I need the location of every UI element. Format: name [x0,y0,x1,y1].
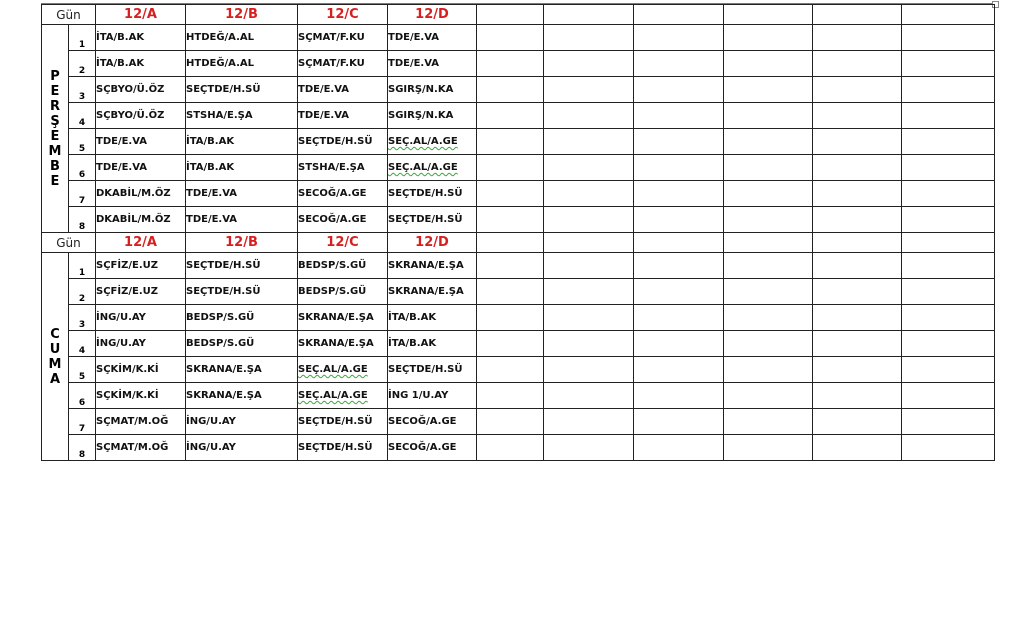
empty-cell [477,331,544,357]
lesson-text: TDE/E.VA [388,58,440,69]
lesson-text: TDE/E.VA [186,214,238,225]
empty-cell [634,435,724,461]
lesson-cell [186,279,298,305]
lesson-text: SEÇTDE/H.SÜ [186,286,261,297]
lesson-cell [388,25,477,51]
lesson-cell [96,129,186,155]
lesson-text: SKRANA/E.ŞA [298,338,374,349]
empty-cell [544,5,634,25]
lesson-text: SEÇTDE/H.SÜ [298,416,373,427]
empty-cell [544,77,634,103]
period-number: 7 [69,409,96,435]
lesson-text: İTA/B.AK [186,162,235,173]
lesson-cell [96,51,186,77]
lesson-text: TDE/E.VA [96,136,148,147]
lesson-text: SÇMAT/M.OĞ [96,442,169,453]
lesson-cell [298,103,388,129]
empty-cell [724,435,813,461]
day-letter: M [48,143,62,159]
empty-cell [544,305,634,331]
period-number: 5 [69,357,96,383]
lesson-text: SGIRŞ/N.KA [388,84,454,95]
empty-cell [813,233,902,253]
lesson-cell [186,409,298,435]
day-letter: R [49,98,60,114]
empty-cell [544,233,634,253]
lesson-text: İNG/U.AY [186,416,236,427]
empty-cell [544,357,634,383]
lesson-text: SÇBYO/Ü.ÖZ [96,110,165,121]
lesson-cell [298,305,388,331]
lesson-cell [388,51,477,77]
lesson-text: SÇFİZ/E.UZ [96,260,158,271]
lesson-text: BEDSP/S.GÜ [186,338,255,349]
table-row [42,409,995,435]
lesson-cell [388,129,477,155]
empty-cell [902,409,995,435]
lesson-cell [186,305,298,331]
lesson-text: İTA/B.AK [96,32,145,43]
lesson-text: SECOĞ/A.GE [388,442,457,453]
empty-cell [477,5,544,25]
empty-cell [477,357,544,383]
lesson-cell [96,357,186,383]
lesson-text: SECOĞ/A.GE [298,214,367,225]
empty-cell [544,435,634,461]
lesson-text: TDE/E.VA [298,110,350,121]
empty-cell [813,253,902,279]
empty-cell [634,253,724,279]
lesson-text: SEÇTDE/H.SÜ [388,214,463,225]
empty-cell [634,77,724,103]
empty-cell [724,181,813,207]
empty-cell [813,409,902,435]
lesson-text: SECOĞ/A.GE [298,188,367,199]
empty-cell [724,331,813,357]
period-number: 6 [69,383,96,409]
period-number: 5 [69,129,96,155]
day-letter: C [50,326,60,342]
lesson-text: SEÇ.AL/A.GE [298,390,368,401]
empty-cell [544,51,634,77]
lesson-text: STSHA/E.ŞA [298,162,365,173]
lesson-cell [96,77,186,103]
lesson-cell [388,305,477,331]
period-number: 4 [69,103,96,129]
table-row [42,129,995,155]
lesson-cell [96,253,186,279]
table-row [42,181,995,207]
header-row [42,5,995,25]
lesson-text: TDE/E.VA [388,32,440,43]
lesson-cell [96,207,186,233]
lesson-cell [388,181,477,207]
lesson-text: SEÇTDE/H.SÜ [298,442,373,453]
empty-cell [724,77,813,103]
empty-cell [724,305,813,331]
day-name-vertical [49,327,62,387]
lesson-cell [96,181,186,207]
empty-cell [544,409,634,435]
empty-cell [724,207,813,233]
lesson-text: SÇFİZ/E.UZ [96,286,158,297]
empty-cell [902,435,995,461]
lesson-text: BEDSP/S.GÜ [298,286,367,297]
empty-cell [724,103,813,129]
empty-cell [544,129,634,155]
lesson-cell [388,409,477,435]
period-number: 8 [69,435,96,461]
empty-cell [724,279,813,305]
empty-cell [813,25,902,51]
empty-cell [634,305,724,331]
empty-cell [813,5,902,25]
empty-cell [902,279,995,305]
empty-cell [634,181,724,207]
empty-cell [813,181,902,207]
lesson-text: SKRANA/E.ŞA [388,260,464,271]
empty-cell [477,51,544,77]
empty-cell [813,77,902,103]
lesson-text: İNG/U.AY [96,312,146,323]
day-name-vertical [49,69,62,189]
period-number: 8 [69,207,96,233]
lesson-text: SEÇTDE/H.SÜ [186,260,261,271]
empty-cell [813,331,902,357]
empty-cell [902,233,995,253]
empty-cell [902,383,995,409]
empty-cell [634,25,724,51]
lesson-text: SECOĞ/A.GE [388,416,457,427]
empty-cell [477,77,544,103]
lesson-text: İNG/U.AY [186,442,236,453]
period-number: 3 [69,77,96,103]
lesson-cell [96,103,186,129]
empty-cell [813,383,902,409]
empty-cell [902,305,995,331]
lesson-text: TDE/E.VA [298,84,350,95]
lesson-cell [186,383,298,409]
empty-cell [634,383,724,409]
lesson-cell [186,357,298,383]
lesson-text: BEDSP/S.GÜ [186,312,255,323]
lesson-text: DKABİL/M.ÖZ [96,214,171,225]
lesson-text: SÇMAT/F.KU [298,32,365,43]
empty-cell [902,77,995,103]
empty-cell [902,103,995,129]
table-row [42,331,995,357]
lesson-text: İNG/U.AY [96,338,146,349]
schedule-table [41,4,995,461]
lesson-cell [298,279,388,305]
day-letter: E [50,83,60,99]
lesson-cell [298,409,388,435]
empty-cell [477,435,544,461]
lesson-cell [298,383,388,409]
lesson-cell [388,331,477,357]
empty-cell [634,207,724,233]
empty-cell [634,155,724,181]
table-row [42,51,995,77]
lesson-cell [96,25,186,51]
empty-cell [544,25,634,51]
empty-cell [634,409,724,435]
day-letter: U [49,341,61,357]
class-header-12-a: 12/A [96,5,186,25]
empty-cell [544,331,634,357]
lesson-cell [388,357,477,383]
empty-cell [477,409,544,435]
lesson-text: SEÇTDE/H.SÜ [298,136,373,147]
lesson-cell [388,103,477,129]
lesson-text: SÇKİM/K.Kİ [96,390,159,401]
empty-cell [477,253,544,279]
empty-cell [813,357,902,383]
lesson-text: BEDSP/S.GÜ [298,260,367,271]
lesson-cell [96,435,186,461]
lesson-cell [388,435,477,461]
table-row [42,77,995,103]
lesson-cell [186,51,298,77]
empty-cell [544,383,634,409]
table-row [42,279,995,305]
lesson-text: HTDEĞ/A.AL [186,32,255,43]
empty-cell [477,279,544,305]
empty-cell [477,103,544,129]
empty-cell [902,331,995,357]
empty-cell [477,383,544,409]
lesson-cell [186,155,298,181]
lesson-cell [186,25,298,51]
empty-cell [477,181,544,207]
lesson-text: STSHA/E.ŞA [186,110,253,121]
empty-cell [634,51,724,77]
lesson-text: SÇBYO/Ü.ÖZ [96,84,165,95]
empty-cell [724,233,813,253]
lesson-text: SKRANA/E.ŞA [388,286,464,297]
lesson-cell [298,25,388,51]
lesson-text: İTA/B.AK [388,338,437,349]
lesson-cell [388,279,477,305]
lesson-text: İTA/B.AK [186,136,235,147]
empty-cell [902,25,995,51]
empty-cell [544,155,634,181]
lesson-text: İTA/B.AK [96,58,145,69]
table-row [42,435,995,461]
table-row [42,305,995,331]
lesson-cell [298,181,388,207]
lesson-text: SEÇTDE/H.SÜ [388,364,463,375]
class-header-12-d: 12/D [388,5,477,25]
empty-cell [902,357,995,383]
empty-cell [634,279,724,305]
day-letter: M [48,356,62,372]
lesson-cell [298,207,388,233]
empty-cell [902,155,995,181]
lesson-cell [388,155,477,181]
empty-cell [902,51,995,77]
lesson-text: SGIRŞ/N.KA [388,110,454,121]
lesson-cell [298,435,388,461]
lesson-text: HTDEĞ/A.AL [186,58,255,69]
day-letter: E [50,173,60,189]
empty-cell [634,129,724,155]
empty-cell [813,51,902,77]
table-row [42,253,995,279]
empty-cell [544,279,634,305]
empty-cell [724,383,813,409]
empty-cell [634,331,724,357]
lesson-cell [298,51,388,77]
lesson-cell [298,253,388,279]
class-header-12-b: 12/B [186,233,298,253]
day-letter: E [50,128,60,144]
period-number: 2 [69,51,96,77]
lesson-text: SEÇ.AL/A.GE [388,162,458,173]
lesson-cell [388,383,477,409]
empty-cell [544,103,634,129]
lesson-cell [186,181,298,207]
lesson-text: İTA/B.AK [388,312,437,323]
empty-cell [813,155,902,181]
lesson-cell [388,77,477,103]
day-letter: A [49,371,61,387]
empty-cell [544,207,634,233]
empty-cell [902,129,995,155]
lesson-cell [186,331,298,357]
lesson-text: SEÇ.AL/A.GE [298,364,368,375]
empty-cell [634,5,724,25]
empty-cell [813,129,902,155]
lesson-cell [96,383,186,409]
period-number: 2 [69,279,96,305]
empty-cell [477,129,544,155]
lesson-text: İNG 1/U.AY [388,390,449,401]
day-label-cuma [42,253,69,461]
empty-cell [544,181,634,207]
lesson-text: SKRANA/E.ŞA [298,312,374,323]
lesson-cell [298,155,388,181]
table-row [42,383,995,409]
lesson-text: DKABİL/M.ÖZ [96,188,171,199]
empty-cell [634,103,724,129]
class-header-12-b: 12/B [186,5,298,25]
lesson-cell [298,129,388,155]
empty-cell [634,233,724,253]
lesson-text: TDE/E.VA [96,162,148,173]
lesson-cell [96,155,186,181]
empty-cell [724,5,813,25]
empty-cell [902,5,995,25]
lesson-cell [186,435,298,461]
empty-cell [477,25,544,51]
lesson-cell [186,103,298,129]
lesson-text: SÇKİM/K.Kİ [96,364,159,375]
period-number: 3 [69,305,96,331]
day-column-header: Gün [42,233,96,253]
lesson-cell [186,207,298,233]
table-row [42,25,995,51]
empty-cell [813,207,902,233]
empty-cell [724,25,813,51]
lesson-text: SÇMAT/F.KU [298,58,365,69]
empty-cell [477,207,544,233]
empty-cell [477,233,544,253]
lesson-text: SKRANA/E.ŞA [186,364,262,375]
class-header-12-c: 12/C [298,233,388,253]
empty-cell [902,253,995,279]
empty-cell [813,305,902,331]
lesson-cell [96,331,186,357]
day-label-persembe [42,25,69,233]
day-letter: P [50,68,60,84]
empty-cell [724,357,813,383]
day-column-header: Gün [42,5,96,25]
period-number: 7 [69,181,96,207]
lesson-cell [96,409,186,435]
period-number: 1 [69,253,96,279]
lesson-cell [298,77,388,103]
table-row [42,155,995,181]
lesson-cell [298,357,388,383]
header-row [42,233,995,253]
lesson-cell [186,77,298,103]
class-header-12-c: 12/C [298,5,388,25]
lesson-cell [388,207,477,233]
lesson-text: SEÇ.AL/A.GE [388,136,458,147]
empty-cell [477,155,544,181]
lesson-text: SÇMAT/M.OĞ [96,416,169,427]
lesson-text: SEÇTDE/H.SÜ [388,188,463,199]
empty-cell [477,305,544,331]
period-number: 6 [69,155,96,181]
lesson-text: SEÇTDE/H.SÜ [186,84,261,95]
class-header-12-a: 12/A [96,233,186,253]
empty-cell [724,155,813,181]
empty-cell [813,103,902,129]
lesson-cell [298,331,388,357]
period-number: 4 [69,331,96,357]
lesson-cell [186,129,298,155]
empty-cell [724,409,813,435]
lesson-cell [96,279,186,305]
lesson-cell [186,253,298,279]
table-row [42,357,995,383]
day-letter: Ş [50,113,60,129]
empty-cell [813,279,902,305]
empty-cell [902,207,995,233]
lesson-text: TDE/E.VA [186,188,238,199]
lesson-cell [96,305,186,331]
empty-cell [634,357,724,383]
lesson-text: SKRANA/E.ŞA [186,390,262,401]
empty-cell [724,129,813,155]
period-number: 1 [69,25,96,51]
table-row [42,103,995,129]
empty-cell [902,181,995,207]
class-header-12-d: 12/D [388,233,477,253]
empty-cell [544,253,634,279]
table-row [42,207,995,233]
empty-cell [724,253,813,279]
empty-cell [724,51,813,77]
day-letter: B [50,158,60,174]
empty-cell [813,435,902,461]
lesson-cell [388,253,477,279]
